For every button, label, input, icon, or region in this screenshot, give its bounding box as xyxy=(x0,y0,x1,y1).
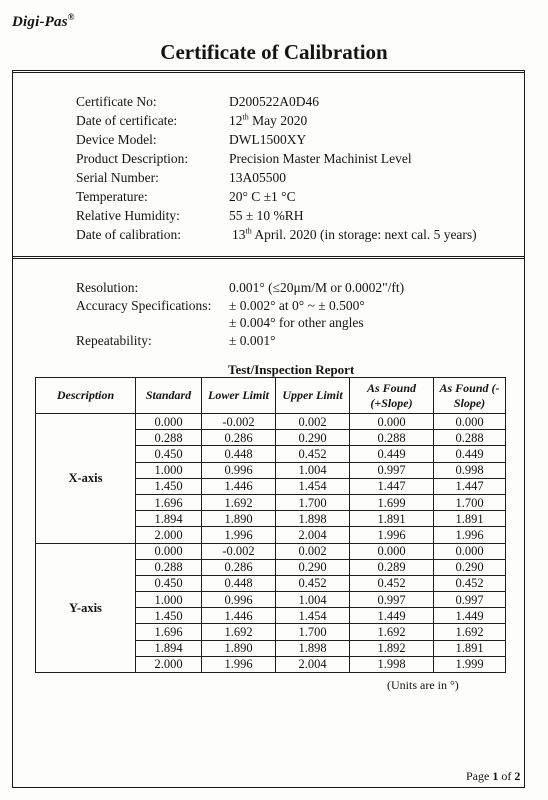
table-cell: 0.450 xyxy=(136,446,202,462)
table-cell: -0.002 xyxy=(202,543,276,559)
table-cell: 2.000 xyxy=(136,656,202,672)
table-cell: 1.996 xyxy=(202,527,276,543)
table-cell: 1.447 xyxy=(350,478,434,494)
report-title: Test/Inspection Report xyxy=(228,362,355,377)
spec-accuracy xyxy=(76,297,404,315)
spec-value: 0.001° (≤20μm/M or 0.0002"/ft) xyxy=(229,280,405,295)
table-cell: 2.004 xyxy=(276,527,350,543)
info-label: Date of calibration: xyxy=(76,227,181,242)
column-header: As Found (+Slope) xyxy=(350,378,434,414)
table-cell: 0.000 xyxy=(136,414,202,430)
spec-label: Resolution: xyxy=(76,280,139,295)
table-cell: 1.692 xyxy=(350,624,434,640)
table-cell: 0.288 xyxy=(136,559,202,575)
certificate-info xyxy=(76,92,477,244)
brand-name: Digi-Pas xyxy=(12,14,68,30)
table-cell: 1.000 xyxy=(136,592,202,608)
spec-label: Accuracy Specifications: xyxy=(76,297,212,313)
column-header: Lower Limit xyxy=(202,378,276,414)
table-cell: 1.692 xyxy=(434,624,506,640)
info-row-date-of-certificate xyxy=(76,111,477,130)
column-header: As Found (-Slope) xyxy=(434,378,506,414)
table-cell: 0.449 xyxy=(434,446,506,462)
spec-repeatability xyxy=(76,332,404,350)
table-cell: 1.891 xyxy=(350,511,434,527)
table-cell: 1.998 xyxy=(350,656,434,672)
table-cell: 1.692 xyxy=(202,494,276,510)
table-cell: 1.996 xyxy=(350,527,434,543)
table-cell: 0.290 xyxy=(276,430,350,446)
table-cell: 0.996 xyxy=(202,462,276,478)
table-cell: 1.696 xyxy=(136,624,202,640)
table-cell: 0.452 xyxy=(276,446,350,462)
info-value: 12th May 2020 xyxy=(229,112,308,128)
table-cell: 1.890 xyxy=(202,511,276,527)
table-cell: 0.448 xyxy=(202,446,276,462)
x-axis-label: X-axis xyxy=(36,414,136,544)
table-cell: 1.004 xyxy=(276,462,350,478)
info-value: D200522A0D46 xyxy=(229,94,319,109)
certificate-title: Certificate of Calibration xyxy=(160,40,388,64)
table-cell: 0.452 xyxy=(350,575,434,591)
table-cell: 1.454 xyxy=(276,608,350,624)
table-cell: 1.699 xyxy=(350,494,434,510)
info-row-certificate-no xyxy=(76,92,477,111)
info-row-relative-humidity xyxy=(76,206,477,225)
table-cell: 1.446 xyxy=(202,478,276,494)
spec-resolution xyxy=(76,279,404,297)
table-cell: 1.700 xyxy=(276,494,350,510)
table-cell: 0.998 xyxy=(434,462,506,478)
info-label: Product Description: xyxy=(76,151,189,166)
registered-mark: ® xyxy=(67,12,75,22)
info-value: 13A05500 xyxy=(229,170,286,185)
page-number: Page 1 of 2 xyxy=(466,769,521,783)
table-cell: 2.004 xyxy=(276,656,350,672)
table-cell: 0.000 xyxy=(434,414,506,430)
info-label: Date of certificate: xyxy=(76,113,178,128)
table-cell: 0.997 xyxy=(434,592,506,608)
table-cell: 1.892 xyxy=(350,640,434,656)
middle-divider xyxy=(12,256,525,259)
table-cell: 0.002 xyxy=(276,414,350,430)
column-header: Standard xyxy=(136,378,202,414)
table-cell: 1.999 xyxy=(434,656,506,672)
table-cell: 1.454 xyxy=(276,478,350,494)
info-label: Serial Number: xyxy=(76,170,159,185)
table-cell: 0.996 xyxy=(202,592,276,608)
table-cell: 0.286 xyxy=(202,559,276,575)
spec-value: ± 0.001° xyxy=(229,332,276,348)
info-value: 55 ± 10 %RH xyxy=(229,208,304,223)
info-label: Certificate No: xyxy=(76,94,157,109)
table-cell: 0.450 xyxy=(136,575,202,591)
table-cell: 1.894 xyxy=(136,511,202,527)
table-header-row xyxy=(36,378,506,414)
table-row xyxy=(36,543,506,559)
info-row-temperature xyxy=(76,187,477,206)
table-cell: 0.448 xyxy=(202,575,276,591)
table-cell: 1.700 xyxy=(434,494,506,510)
spec-accuracy-continued xyxy=(76,314,404,332)
table-cell: 0.449 xyxy=(350,446,434,462)
info-row-serial-number xyxy=(76,168,477,187)
table-cell: 0.000 xyxy=(434,543,506,559)
table-row xyxy=(36,414,506,430)
table-cell: 0.000 xyxy=(136,543,202,559)
y-axis-label: Y-axis xyxy=(36,543,136,673)
table-cell: 1.890 xyxy=(202,640,276,656)
table-cell: 1.449 xyxy=(350,608,434,624)
table-cell: 1.700 xyxy=(276,624,350,640)
info-value: Precision Master Machinist Level xyxy=(229,151,412,166)
table-cell: 0.290 xyxy=(434,559,506,575)
table-cell: 0.000 xyxy=(350,543,434,559)
table-cell: 0.000 xyxy=(350,414,434,430)
table-cell: 1.447 xyxy=(434,478,506,494)
table-cell: 0.288 xyxy=(350,430,434,446)
info-label: Relative Humidity: xyxy=(76,208,180,223)
table-cell: 1.696 xyxy=(136,494,202,510)
table-cell: 0.452 xyxy=(276,575,350,591)
info-value: 20° C ±1 °C xyxy=(229,189,296,204)
table-cell: 0.288 xyxy=(136,430,202,446)
column-header: Upper Limit xyxy=(276,378,350,414)
table-cell: 1.446 xyxy=(202,608,276,624)
table-cell: 0.002 xyxy=(276,543,350,559)
table-cell: 1.450 xyxy=(136,478,202,494)
table-cell: 1.996 xyxy=(202,656,276,672)
table-cell: 0.290 xyxy=(276,559,350,575)
inspection-table xyxy=(35,377,506,673)
table-body xyxy=(36,414,506,673)
top-divider xyxy=(12,70,525,73)
info-value: DWL1500XY xyxy=(229,132,307,147)
table-cell: 0.286 xyxy=(202,430,276,446)
table-cell: 1.891 xyxy=(434,511,506,527)
table-cell: 0.997 xyxy=(350,462,434,478)
table-cell: 0.997 xyxy=(350,592,434,608)
info-row-date-of-calibration xyxy=(76,225,477,244)
column-header: Description xyxy=(36,378,136,414)
table-cell: -0.002 xyxy=(202,414,276,430)
table-cell: 0.288 xyxy=(434,430,506,446)
table-cell: 1.894 xyxy=(136,640,202,656)
info-row-device-model xyxy=(76,130,477,149)
info-label: Device Model: xyxy=(76,132,157,147)
specifications xyxy=(76,279,404,349)
table-cell: 1.449 xyxy=(434,608,506,624)
table-cell: 1.898 xyxy=(276,511,350,527)
spec-value: ± 0.002° at 0° ~ ± 0.500° xyxy=(229,297,365,313)
info-label: Temperature: xyxy=(76,189,148,204)
info-row-product-description xyxy=(76,149,477,168)
spec-value: ± 0.004° for other angles xyxy=(229,315,364,330)
table-cell: 1.000 xyxy=(136,462,202,478)
table-cell: 1.996 xyxy=(434,527,506,543)
table-cell: 1.898 xyxy=(276,640,350,656)
table-cell: 0.289 xyxy=(350,559,434,575)
table-cell: 1.891 xyxy=(434,640,506,656)
brand-logo xyxy=(12,14,75,31)
table-cell: 1.450 xyxy=(136,608,202,624)
info-value: 13th April. 2020 (in storage: next cal. 5 years) xyxy=(232,226,477,242)
table-cell: 1.004 xyxy=(276,592,350,608)
units-note: (Units are in °) xyxy=(387,678,459,692)
spec-label: Repeatability: xyxy=(76,332,152,348)
table-cell: 1.692 xyxy=(202,624,276,640)
table-cell: 0.452 xyxy=(434,575,506,591)
table-cell: 2.000 xyxy=(136,527,202,543)
